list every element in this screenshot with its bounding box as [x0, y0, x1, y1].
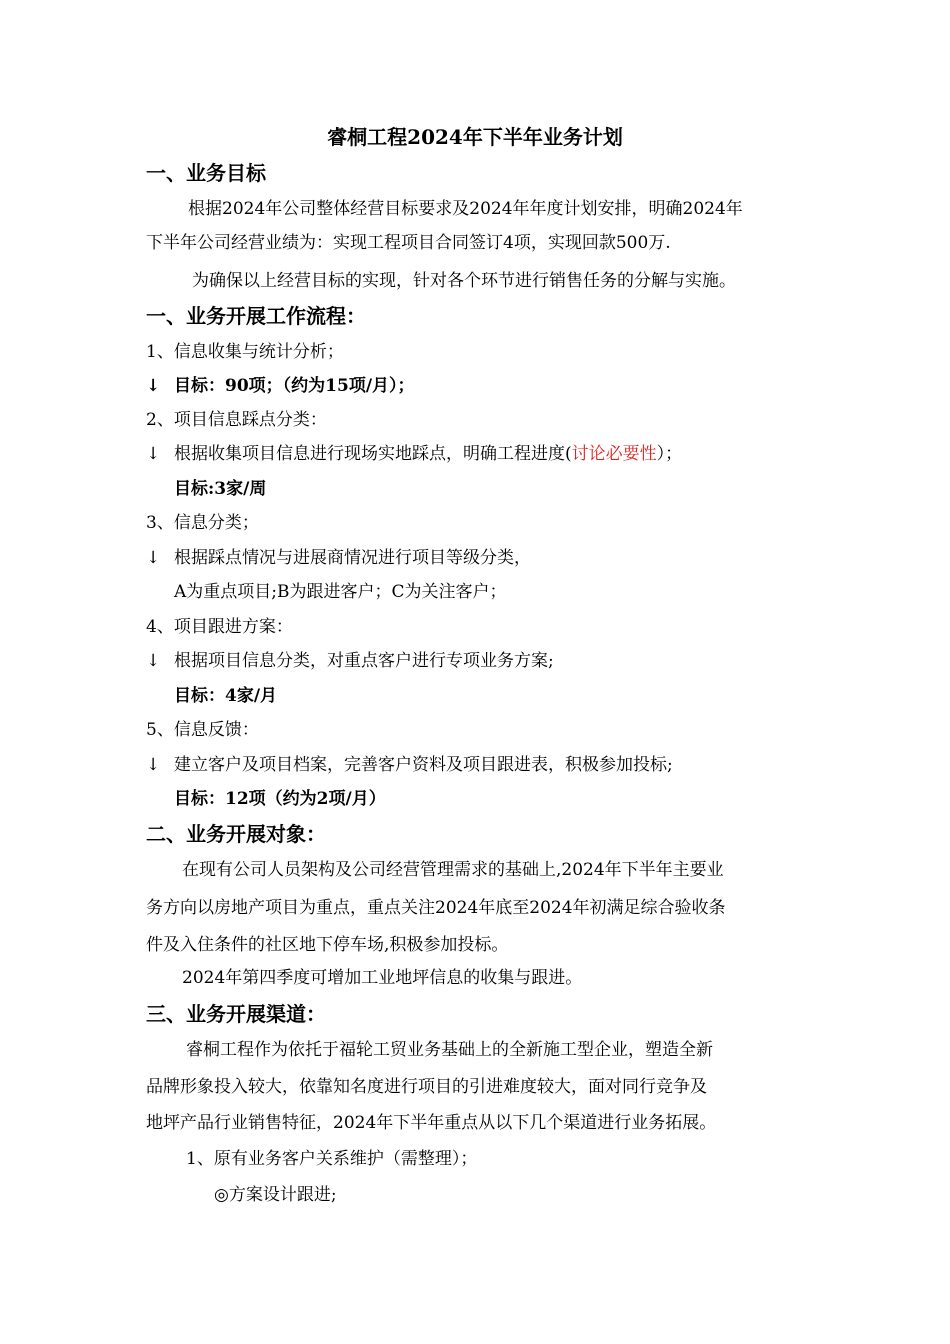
workflow-item-5-detail: ↓ 建立客户及项目档案，完善客户资料及项目跟进表，积极参加投标; — [146, 751, 673, 779]
highlighted-note: 讨论必要性 — [571, 444, 657, 464]
section-heading-workflow: 一、业务开展工作流程： — [146, 304, 366, 328]
section-heading-channels: 三、业务开展渠道： — [146, 1002, 326, 1026]
workflow-item-3-detail: ↓ 根据踩点情况与进展商情况进行项目等级分类， — [146, 544, 531, 572]
workflow-item-3-sub: A为重点项目;B为跟进客户；C为关注客户； — [174, 582, 507, 602]
channels-paragraph-line: 睿桐工程作为依托于福轮工贸业务基础上的全新施工型企业，塑造全新 — [186, 1040, 713, 1060]
channels-item-1: 1、原有业务客户关系维护（需整理）； — [186, 1149, 478, 1169]
down-arrow-icon: ↓ — [146, 376, 161, 396]
channels-paragraph-line: 品牌形象投入较大，依靠知名度进行项目的引进难度较大，面对同行竞争及 — [146, 1077, 707, 1097]
workflow-item-2: 2、项目信息踩点分类： — [146, 410, 327, 430]
workflow-item-5: 5、信息反馈： — [146, 720, 259, 740]
workflow-item-1: 1、信息收集与统计分析； — [146, 342, 344, 362]
targets-paragraph-line: 在现有公司人员架构及公司经营管理需求的基础上,2024年下半年主要业 — [182, 860, 724, 880]
targets-paragraph-line: 务方向以房地产项目为重点，重点关注2024年底至2024年初满足综合验收条 — [146, 898, 726, 918]
down-arrow-icon: ↓ — [146, 444, 161, 464]
goals-paragraph-line: 根据2024年公司整体经营目标要求及2024年年度计划安排，明确2024年 — [188, 199, 743, 219]
section-heading-targets: 二、业务开展对象： — [146, 822, 326, 846]
down-arrow-icon: ↓ — [146, 755, 161, 775]
workflow-item-2-target: 目标:3家/周 — [174, 479, 267, 499]
channels-item-1-sub: ◎方案设计跟进; — [214, 1185, 337, 1205]
goals-paragraph-2: 为确保以上经营目标的实现，针对各个环节进行销售任务的分解与实施。 — [192, 271, 736, 291]
down-arrow-icon: ↓ — [146, 651, 161, 671]
down-arrow-icon: ↓ — [146, 548, 161, 568]
document-title: 睿桐工程2024年下半年业务计划 — [327, 125, 623, 149]
targets-paragraph-line: 件及入住条件的社区地下停车场,积极参加投标。 — [146, 935, 509, 955]
workflow-item-4-detail: ↓ 根据项目信息分类，对重点客户进行专项业务方案; — [146, 647, 554, 675]
channels-paragraph-line: 地坪产品行业销售特征，2024年下半年重点从以下几个渠道进行业务拓展。 — [146, 1113, 717, 1133]
workflow-item-4: 4、项目跟进方案： — [146, 617, 293, 637]
workflow-item-4-target: 目标：4家/月 — [174, 686, 278, 706]
workflow-item-3: 3、信息分类； — [146, 513, 259, 533]
targets-paragraph-2: 2024年第四季度可增加工业地坪信息的收集与跟进。 — [182, 968, 583, 988]
goals-paragraph-line: 下半年公司经营业绩为：实现工程项目合同签订4项，实现回款500万. — [146, 233, 671, 253]
section-heading-goals: 一、业务目标 — [146, 161, 266, 185]
workflow-item-5-target: 目标：12项（约为2项/月） — [174, 789, 386, 809]
workflow-item-2-detail: ↓ 根据收集项目信息进行现场实地踩点，明确工程进度(讨论必要性）； — [146, 440, 682, 468]
workflow-item-1-target: ↓ 目标：90项；（约为15项/月）； — [146, 372, 415, 400]
